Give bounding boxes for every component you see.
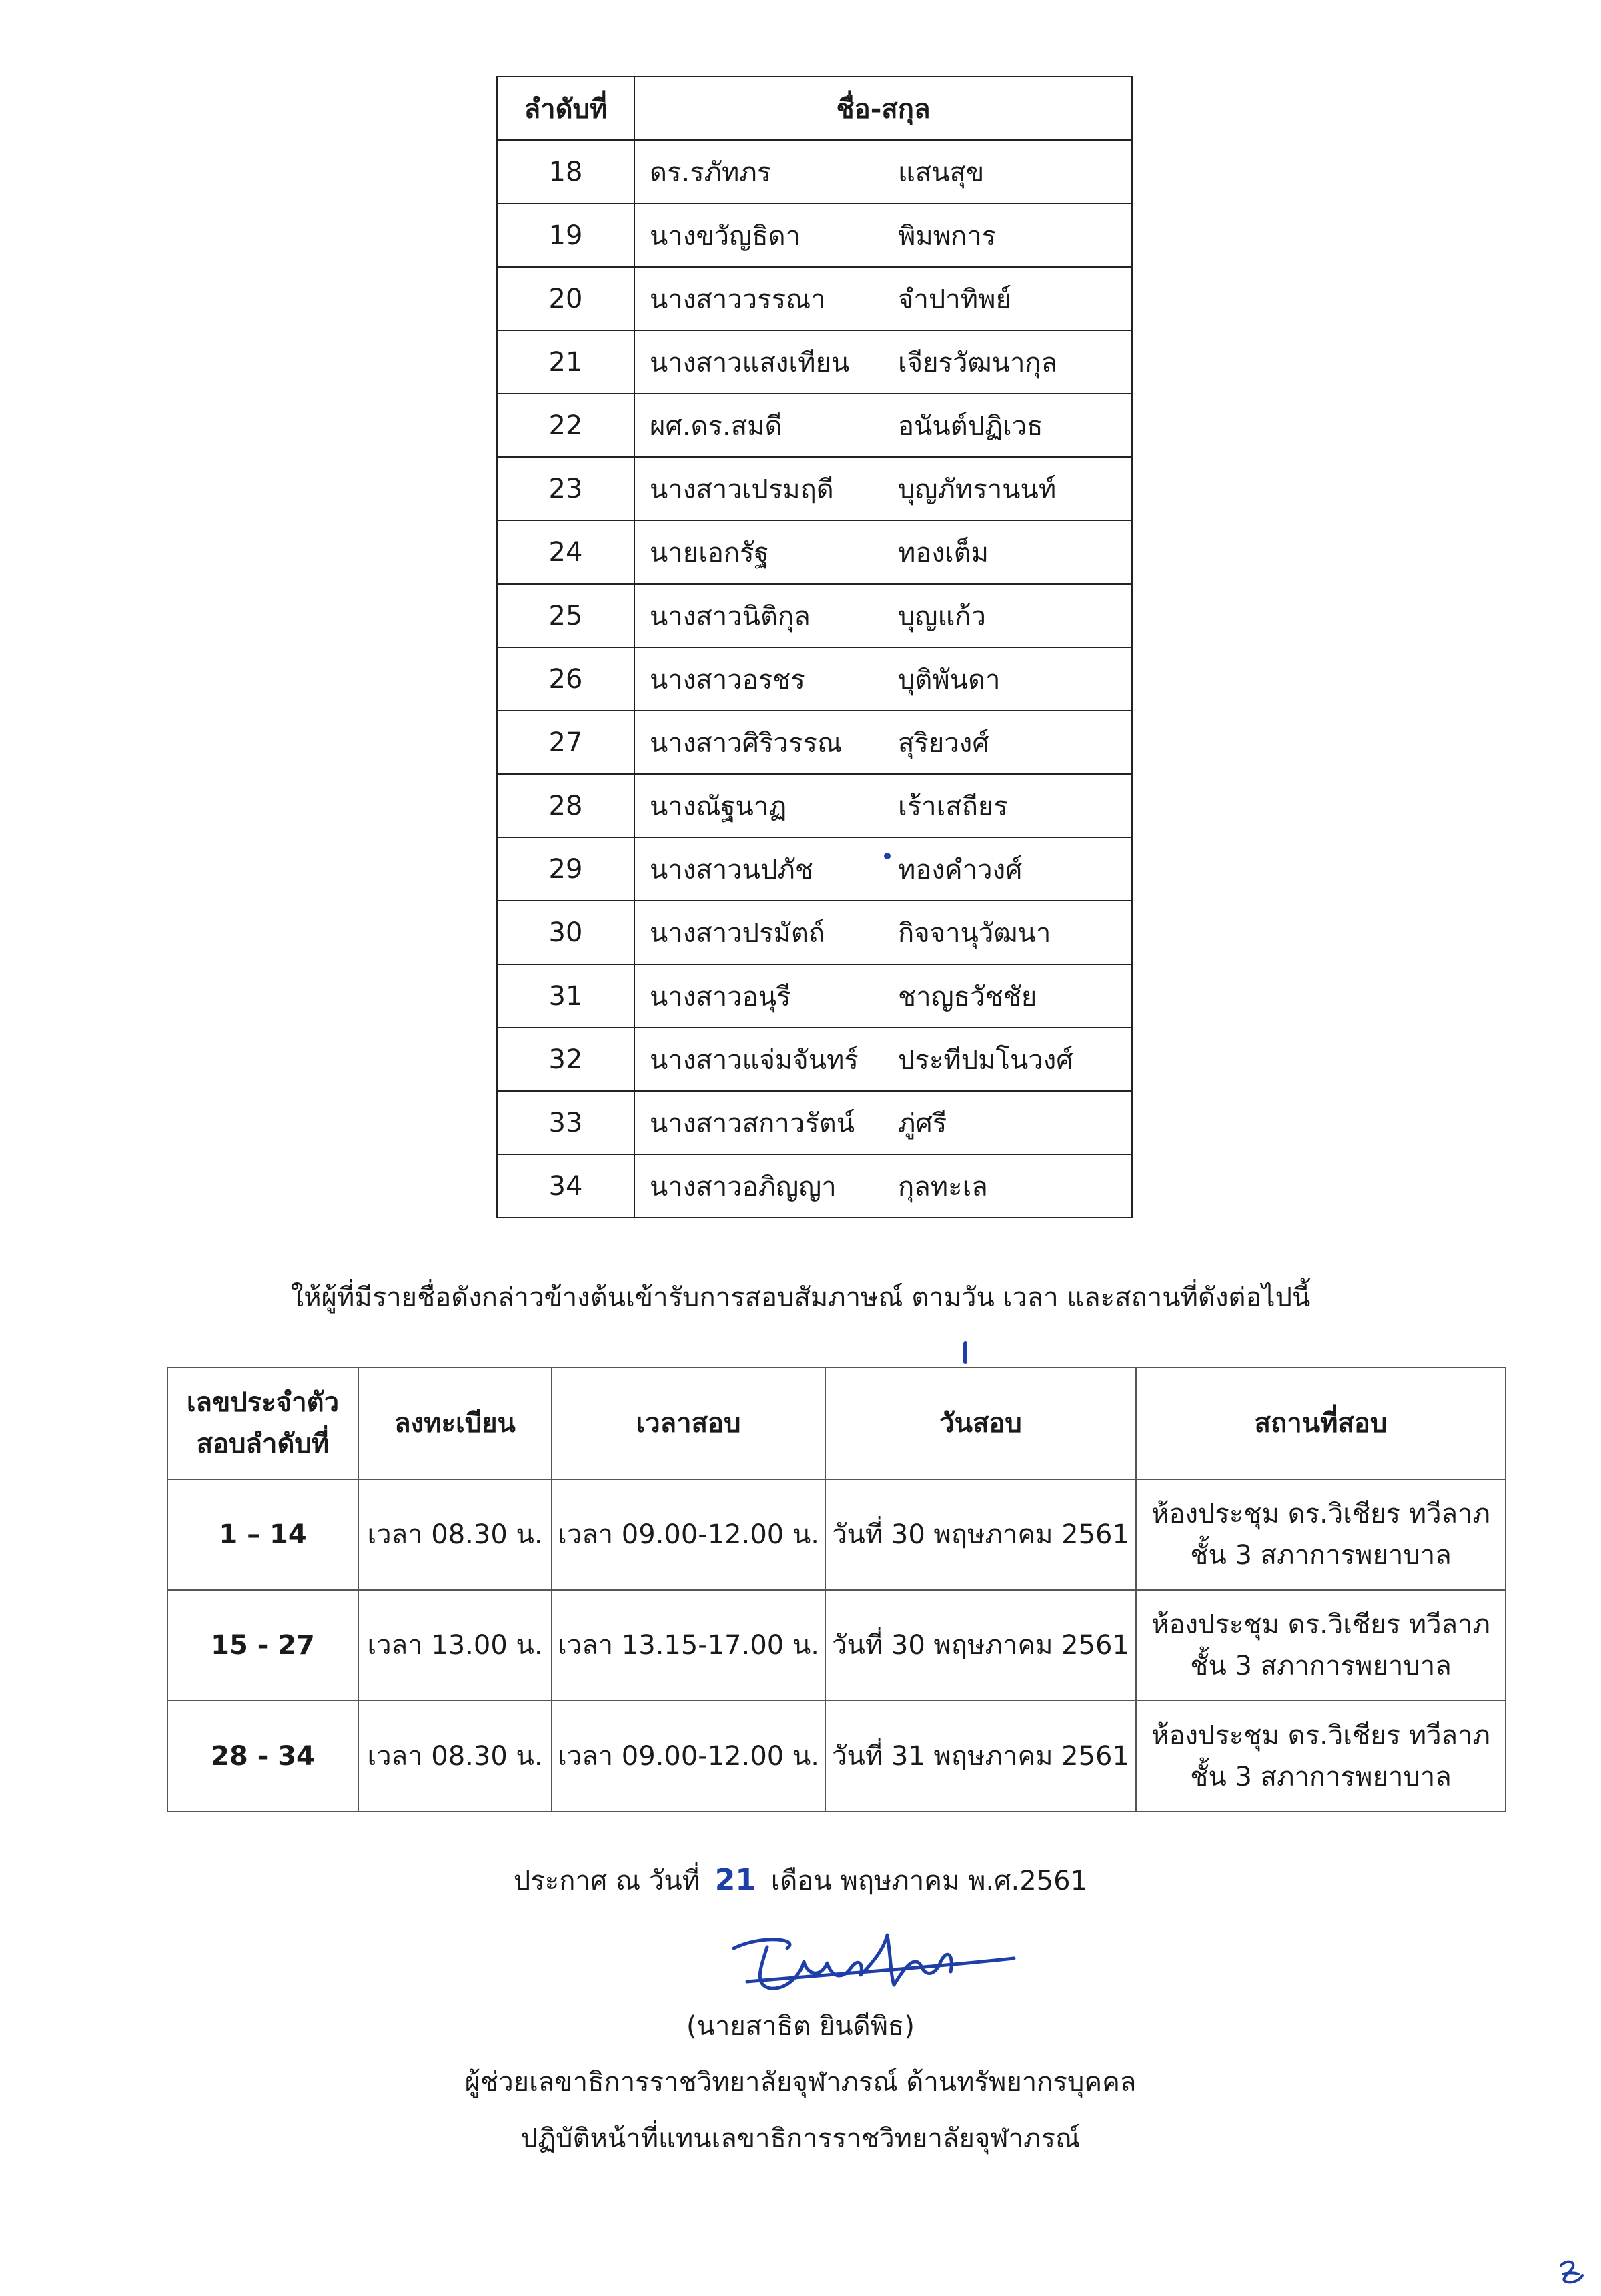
row-last-name: บุญแก้ว (898, 601, 986, 632)
row-number: 21 (497, 330, 634, 394)
exam-time: เวลา 09.00-12.00 น. (552, 1701, 825, 1812)
row-fullname (634, 964, 1132, 1028)
row-first-name: นางสาวแจ่มจันทร์ (650, 1044, 859, 1076)
exam-date: วันที่ 31 พฤษภาคม 2561 (825, 1701, 1136, 1812)
row-last-name: ชาญธวัชชัย (898, 981, 1037, 1012)
venue-room: ห้องประชุม ดร.วิเชียร ทวีลาภ (1151, 1609, 1490, 1640)
header-exam-time: เวลาสอบ (552, 1367, 825, 1479)
header-venue: สถานที่สอบ (1136, 1367, 1506, 1479)
row-last-name: แสนสุข (898, 157, 985, 188)
names-header-row (497, 77, 1132, 140)
exam-venue (1136, 1590, 1506, 1701)
row-number: 26 (497, 647, 634, 711)
names-row (497, 330, 1132, 394)
row-last-name: กุลทะเล (898, 1171, 988, 1202)
row-fullname (634, 267, 1132, 330)
exam-venue (1136, 1701, 1506, 1812)
row-first-name: นางสาวศิริวรรณ (650, 727, 843, 759)
register-time: เวลา 08.30 น. (358, 1479, 552, 1590)
names-row (497, 1154, 1132, 1218)
header-no: ลำดับที่ (497, 77, 634, 140)
schedule-row (167, 1590, 1506, 1701)
row-first-name: นางสาวอรชร (650, 664, 805, 695)
venue-room: ห้องประชุม ดร.วิเชียร ทวีลาภ (1151, 1720, 1490, 1751)
header-exam-id-line2: สอบลำดับที่ (196, 1429, 330, 1459)
corner-initial-mark (1554, 2255, 1588, 2289)
names-row (497, 774, 1132, 837)
register-time: เวลา 08.30 น. (358, 1701, 552, 1812)
row-fullname (634, 204, 1132, 267)
row-last-name: ประทีปมโนวงศ์ (898, 1044, 1073, 1076)
names-row (497, 584, 1132, 647)
exam-id-range: 15 - 27 (167, 1590, 358, 1701)
header-register: ลงทะเบียน (358, 1367, 552, 1479)
row-first-name: นางสาวปรมัตถ์ (650, 917, 825, 949)
names-row (497, 457, 1132, 520)
row-last-name: พิมพการ (898, 220, 997, 252)
row-fullname (634, 1091, 1132, 1154)
names-table (496, 76, 1133, 1218)
header-exam-id (167, 1367, 358, 1479)
register-time: เวลา 13.00 น. (358, 1590, 552, 1701)
venue-floor: ชั้น 3 สภาการพยาบาล (1190, 1540, 1452, 1571)
names-row (497, 1028, 1132, 1091)
row-fullname (634, 1154, 1132, 1218)
names-row (497, 837, 1132, 901)
row-last-name: บุติพันดา (898, 664, 1001, 695)
ink-mark (963, 1341, 967, 1364)
announcement-line (0, 1859, 1601, 1902)
row-first-name: นายเอกรัฐ (650, 537, 769, 568)
row-last-name: ทองคำวงศ์ (898, 854, 1023, 885)
names-row (497, 204, 1132, 267)
exam-time: เวลา 13.15-17.00 น. (552, 1590, 825, 1701)
venue-floor: ชั้น 3 สภาการพยาบาล (1190, 1651, 1452, 1681)
row-fullname (634, 901, 1132, 964)
row-number: 22 (497, 394, 634, 457)
row-number: 33 (497, 1091, 634, 1154)
row-fullname (634, 520, 1132, 584)
row-fullname (634, 457, 1132, 520)
signer-name: (นายสาธิต ยินดีพิธ) (686, 2011, 915, 2042)
row-fullname (634, 330, 1132, 394)
row-number: 34 (497, 1154, 634, 1218)
row-first-name: นางสาวสกาวรัตน์ (650, 1108, 855, 1139)
header-exam-date: วันสอบ (825, 1367, 1136, 1479)
row-fullname (634, 837, 1132, 901)
header-name: ชื่อ-สกุล (634, 77, 1132, 140)
row-fullname (634, 140, 1132, 204)
row-fullname (634, 711, 1132, 774)
handwritten-signature (720, 1922, 1027, 2002)
exam-date: วันที่ 30 พฤษภาคม 2561 (825, 1590, 1136, 1701)
row-last-name: ภู่ศรี (898, 1108, 947, 1139)
row-number: 30 (497, 901, 634, 964)
row-number: 19 (497, 204, 634, 267)
row-number: 24 (497, 520, 634, 584)
announcement-day: 21 (714, 1863, 756, 1897)
names-row (497, 901, 1132, 964)
announcement-prefix: ประกาศ ณ วันที่ (513, 1866, 700, 1896)
row-number: 27 (497, 711, 634, 774)
names-row (497, 647, 1132, 711)
row-first-name: นางสาววรรณา (650, 284, 826, 315)
signer-title-2: ปฏิบัติหน้าที่แทนเลขาธิการราชวิทยาลัยจุฬาภรณ์ (520, 2123, 1081, 2154)
names-row (497, 520, 1132, 584)
row-first-name: นางสาวแสงเทียน (650, 347, 850, 378)
row-number: 31 (497, 964, 634, 1028)
exam-time: เวลา 09.00-12.00 น. (552, 1479, 825, 1590)
venue-room: ห้องประชุม ดร.วิเชียร ทวีลาภ (1151, 1499, 1490, 1529)
row-first-name: นางสาวนิติกุล (650, 601, 811, 632)
row-number: 18 (497, 140, 634, 204)
row-number: 23 (497, 457, 634, 520)
schedule-row (167, 1479, 1506, 1590)
header-exam-id-line1: เลขประจำตัว (186, 1387, 340, 1418)
signer-title-1: ผู้ช่วยเลขาธิการราชวิทยาลัยจุฬาภรณ์ ด้านทรัพยากรบุคคล (464, 2067, 1137, 2098)
row-last-name: เจียรวัฒนากุล (898, 347, 1058, 378)
names-row (497, 267, 1132, 330)
ink-mark (884, 853, 891, 859)
schedule-table (167, 1367, 1506, 1812)
row-last-name: เร้าเสถียร (898, 791, 1008, 822)
row-number: 29 (497, 837, 634, 901)
row-last-name: กิจจานุวัฒนา (898, 917, 1051, 949)
row-last-name: ทองเต็ม (898, 537, 989, 568)
row-fullname (634, 647, 1132, 711)
row-first-name: ผศ.ดร.สมดี (650, 410, 782, 442)
schedule-row (167, 1701, 1506, 1812)
exam-venue (1136, 1479, 1506, 1590)
venue-floor: ชั้น 3 สภาการพยาบาล (1190, 1762, 1452, 1792)
names-row (497, 394, 1132, 457)
row-fullname (634, 1028, 1132, 1091)
row-first-name: นางสาวอภิญญา (650, 1171, 837, 1202)
row-number: 20 (497, 267, 634, 330)
row-number: 32 (497, 1028, 634, 1091)
announcement-suffix: เดือน พฤษภาคม พ.ศ.2561 (770, 1866, 1088, 1896)
row-fullname (634, 774, 1132, 837)
row-last-name: อนันต์ปฏิเวธ (898, 410, 1043, 442)
exam-id-range: 28 - 34 (167, 1701, 358, 1812)
row-first-name: นางขวัญธิดา (650, 220, 801, 252)
row-first-name: นางสาวอนุรี (650, 981, 791, 1012)
names-row (497, 140, 1132, 204)
row-last-name: จำปาทิพย์ (898, 284, 1011, 315)
row-fullname (634, 584, 1132, 647)
row-first-name: นางสาวเปรมฤดี (650, 474, 834, 505)
row-fullname (634, 394, 1132, 457)
row-number: 28 (497, 774, 634, 837)
names-row (497, 1091, 1132, 1154)
names-row (497, 711, 1132, 774)
row-last-name: สุริยวงศ์ (898, 727, 989, 759)
row-number: 25 (497, 584, 634, 647)
exam-id-range: 1 – 14 (167, 1479, 358, 1590)
exam-date: วันที่ 30 พฤษภาคม 2561 (825, 1479, 1136, 1590)
row-last-name: บุญภัทรานนท์ (898, 474, 1057, 505)
intro-text: ให้ผู้ที่มีรายชื่อดังกล่าวข้างต้นเข้ารับการสอบสัมภาษณ์ ตามวัน เวลา และสถานที่ดังต่อไปนี้ (290, 1282, 1311, 1313)
row-first-name: ดร.รภัทภร (650, 157, 772, 188)
row-first-name: นางสาวนปภัช (650, 854, 813, 885)
names-row (497, 964, 1132, 1028)
schedule-header-row (167, 1367, 1506, 1479)
row-first-name: นางณัฐนาฏ (650, 791, 787, 822)
